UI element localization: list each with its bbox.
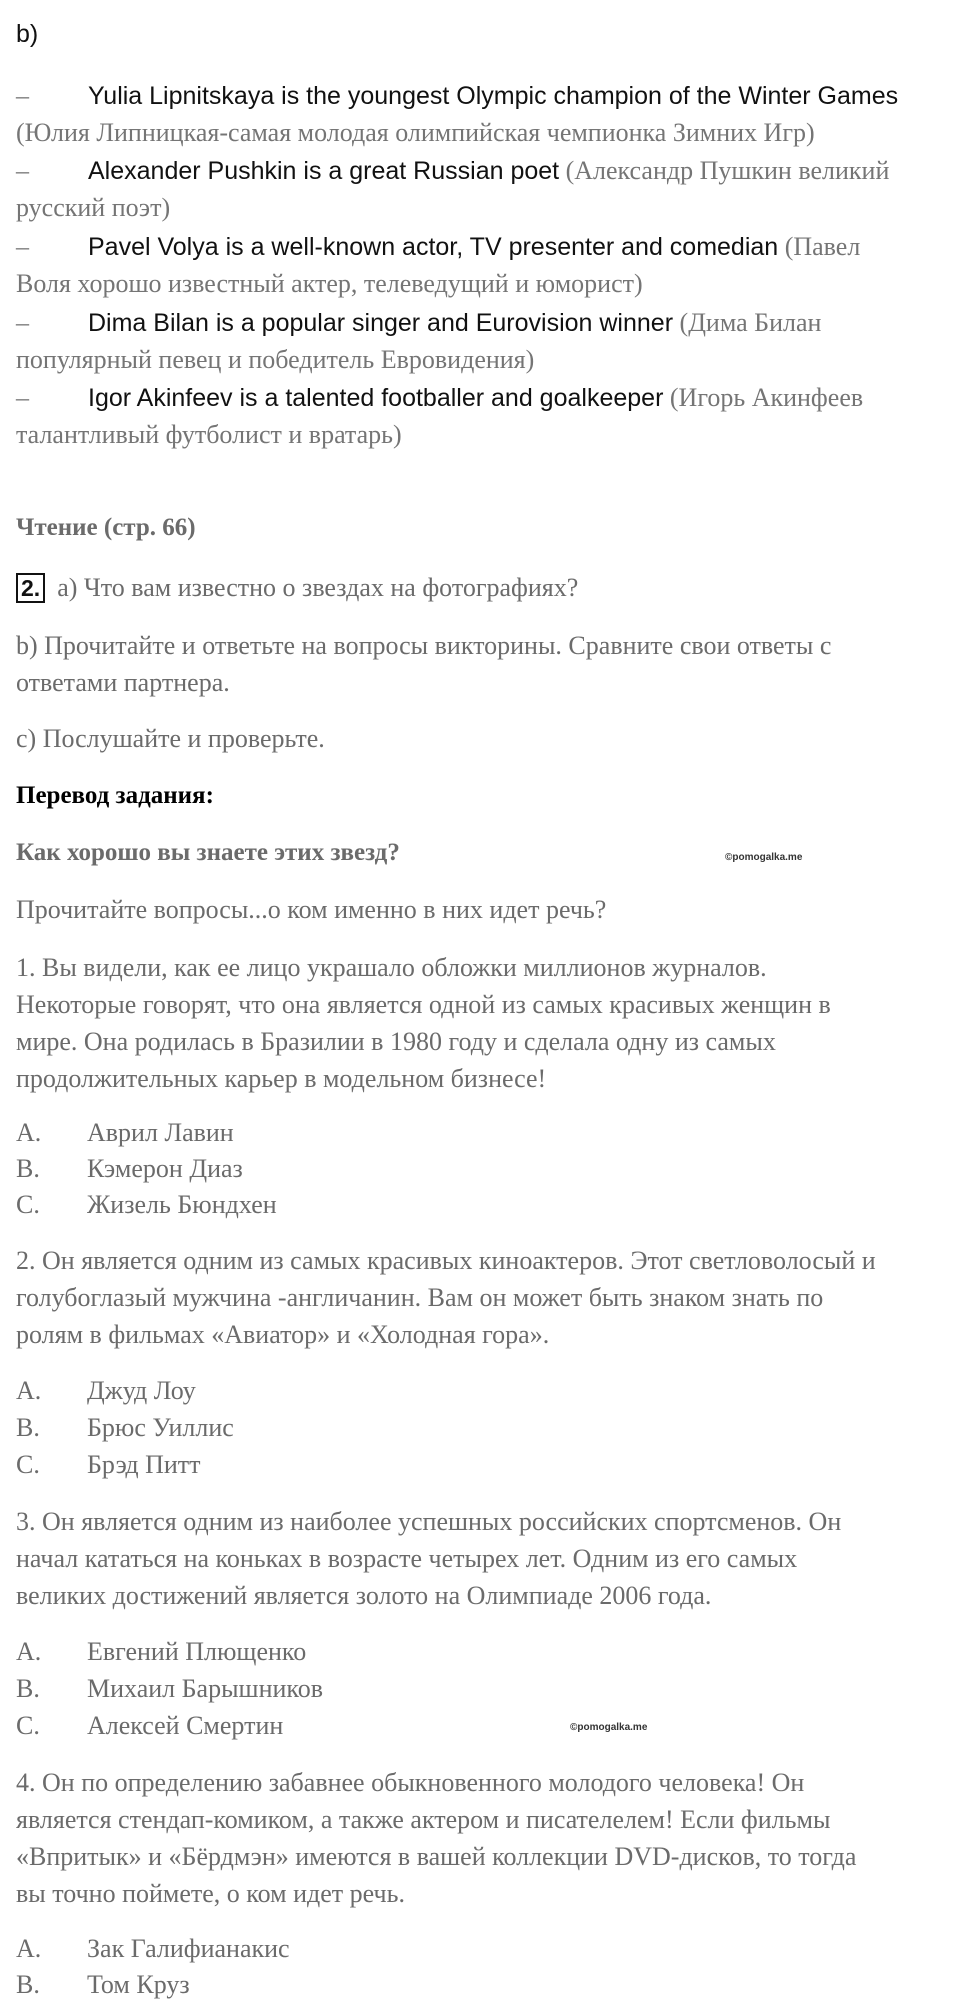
answer-option [16, 1446, 201, 1483]
list-dash: – [16, 156, 29, 185]
option-letter: B. [16, 1413, 40, 1442]
option-letter: C. [16, 1711, 40, 1740]
answer-option [16, 1707, 283, 1744]
english-sentence: Dima Bilan is a popular singer and Eurovision winner [88, 309, 674, 337]
list-item [16, 228, 860, 266]
answer-option [16, 1966, 190, 2003]
question-line: ролям в фильмах «Авиатор» и «Холодная гора». [16, 1320, 550, 1349]
task-b-text-continued: ответами партнера. [16, 668, 230, 697]
answer-option [16, 1372, 196, 1409]
option-text: Брэд Питт [87, 1450, 201, 1479]
question-line: является стендап-комиком, а также актером и писателелем! Если фильмы [16, 1805, 831, 1834]
option-text: Том Круз [87, 1970, 190, 1999]
english-sentence: Igor Akinfeev is a talented footballer and goalkeeper [88, 384, 664, 412]
list-item [16, 152, 889, 190]
option-text: Джуд Лоу [87, 1376, 196, 1405]
option-letter: C. [16, 1190, 40, 1219]
russian-translation: (Юлия Липницкая-самая молодая олимпийская чемпионка Зимних Игр) [16, 118, 815, 147]
option-letter: A. [16, 1637, 42, 1666]
russian-translation-continued: русский поэт) [16, 193, 171, 222]
task-c-text: c) Послушайте и проверьте. [16, 724, 325, 753]
english-sentence: Alexander Pushkin is a great Russian poet [88, 157, 560, 185]
option-text: Евгений Плющенко [87, 1637, 307, 1666]
option-letter: A. [16, 1376, 42, 1405]
question-line: продолжительных карьер в модельном бизнесе! [16, 1064, 547, 1093]
option-text: Жизель Бюндхен [87, 1190, 277, 1219]
english-sentence: Yulia Lipnitskaya is the youngest Olympic champion of the Winter Games [88, 82, 899, 110]
question-line: 4. Он по определению забавнее обыкновенного молодого человека! Он [16, 1768, 805, 1797]
question-line: 1. Вы видели, как ее лицо украшало обложки миллионов журналов. [16, 953, 767, 982]
watermark: ©pomogalka.me [570, 1722, 648, 1733]
quiz-intro: Прочитайте вопросы...о ком именно в них идет речь? [16, 895, 607, 924]
translation-heading: Перевод задания: [16, 782, 214, 809]
question-line: «Впритык» и «Бёрдмэн» имеются в вашей коллекции DVD-дисков, то тогда [16, 1842, 857, 1871]
question-line: великих достижений является золото на Олимпиаде 2006 года. [16, 1581, 712, 1610]
question-line: 3. Он является одним из наиболее успешных российских спортсменов. Он [16, 1507, 842, 1536]
task-b-text: b) Прочитайте и ответьте на вопросы викторины. Сравните свои ответы с [16, 631, 832, 660]
russian-translation-continued: Воля хорошо известный актер, телеведущий и юморист) [16, 269, 643, 298]
russian-translation: (Павел [784, 232, 861, 261]
option-text: Зак Галифианакис [87, 1934, 290, 1963]
answer-option [16, 1150, 243, 1187]
reading-heading: Чтение (стр. 66) [16, 514, 196, 541]
task-number-badge: 2. [16, 573, 45, 603]
list-dash: – [16, 81, 29, 110]
option-text: Кэмерон Диаз [87, 1154, 243, 1183]
list-dash: – [16, 308, 29, 337]
task-a-line [16, 569, 578, 606]
list-dash: – [16, 383, 29, 412]
option-text: Алексей Смертин [87, 1711, 284, 1740]
option-letter: B. [16, 1970, 40, 1999]
list-item [16, 304, 821, 342]
question-line: начал кататься на коньках в возрасте четырех лет. Одним из его самых [16, 1544, 798, 1573]
answer-option [16, 1670, 323, 1707]
english-sentence: Pavel Volya is a well-known actor, TV presenter and comedian [88, 233, 779, 261]
answer-option [16, 1114, 234, 1151]
russian-translation-continued: талантливый футболист и вратарь) [16, 420, 402, 449]
list-item [16, 379, 863, 417]
russian-translation: (Дима Билан [679, 308, 822, 337]
option-letter: A. [16, 1118, 42, 1147]
list-item [16, 77, 898, 115]
question-line: голубоглазый мужчина -англичанин. Вам он может быть знаком знать по [16, 1283, 824, 1312]
option-text: Брюс Уиллис [87, 1413, 234, 1442]
option-text: Аврил Лавин [87, 1118, 234, 1147]
answer-option [16, 1409, 234, 1446]
russian-translation-continued: популярный певец и победитель Евровидения) [16, 345, 535, 374]
watermark: ©pomogalka.me [725, 852, 803, 863]
question-line: мире. Она родилась в Бразилии в 1980 году и сделала одну из самых [16, 1027, 776, 1056]
answer-option [16, 1186, 277, 1223]
task-a-text: a) Что вам известно о звездах на фотографиях? [57, 573, 579, 602]
question-line: Некоторые говорят, что она является одной из самых красивых женщин в [16, 990, 831, 1019]
option-text: Михаил Барышников [87, 1674, 323, 1703]
option-letter: A. [16, 1934, 42, 1963]
answer-option [16, 1633, 306, 1670]
question-line: 2. Он является одним из самых красивых киноактеров. Этот светловолосый и [16, 1246, 876, 1275]
list-dash: – [16, 232, 29, 261]
section-b-label: b) [16, 20, 39, 48]
option-letter: B. [16, 1674, 40, 1703]
answer-option [16, 1930, 290, 1967]
russian-translation: (Игорь Акинфеев [669, 383, 864, 412]
option-letter: B. [16, 1154, 40, 1183]
question-line: вы точно поймете, о ком идет речь. [16, 1879, 405, 1908]
quiz-title: Как хорошо вы знаете этих звезд? [16, 839, 400, 866]
russian-translation: (Александр Пушкин великий [565, 156, 890, 185]
option-letter: C. [16, 1450, 40, 1479]
